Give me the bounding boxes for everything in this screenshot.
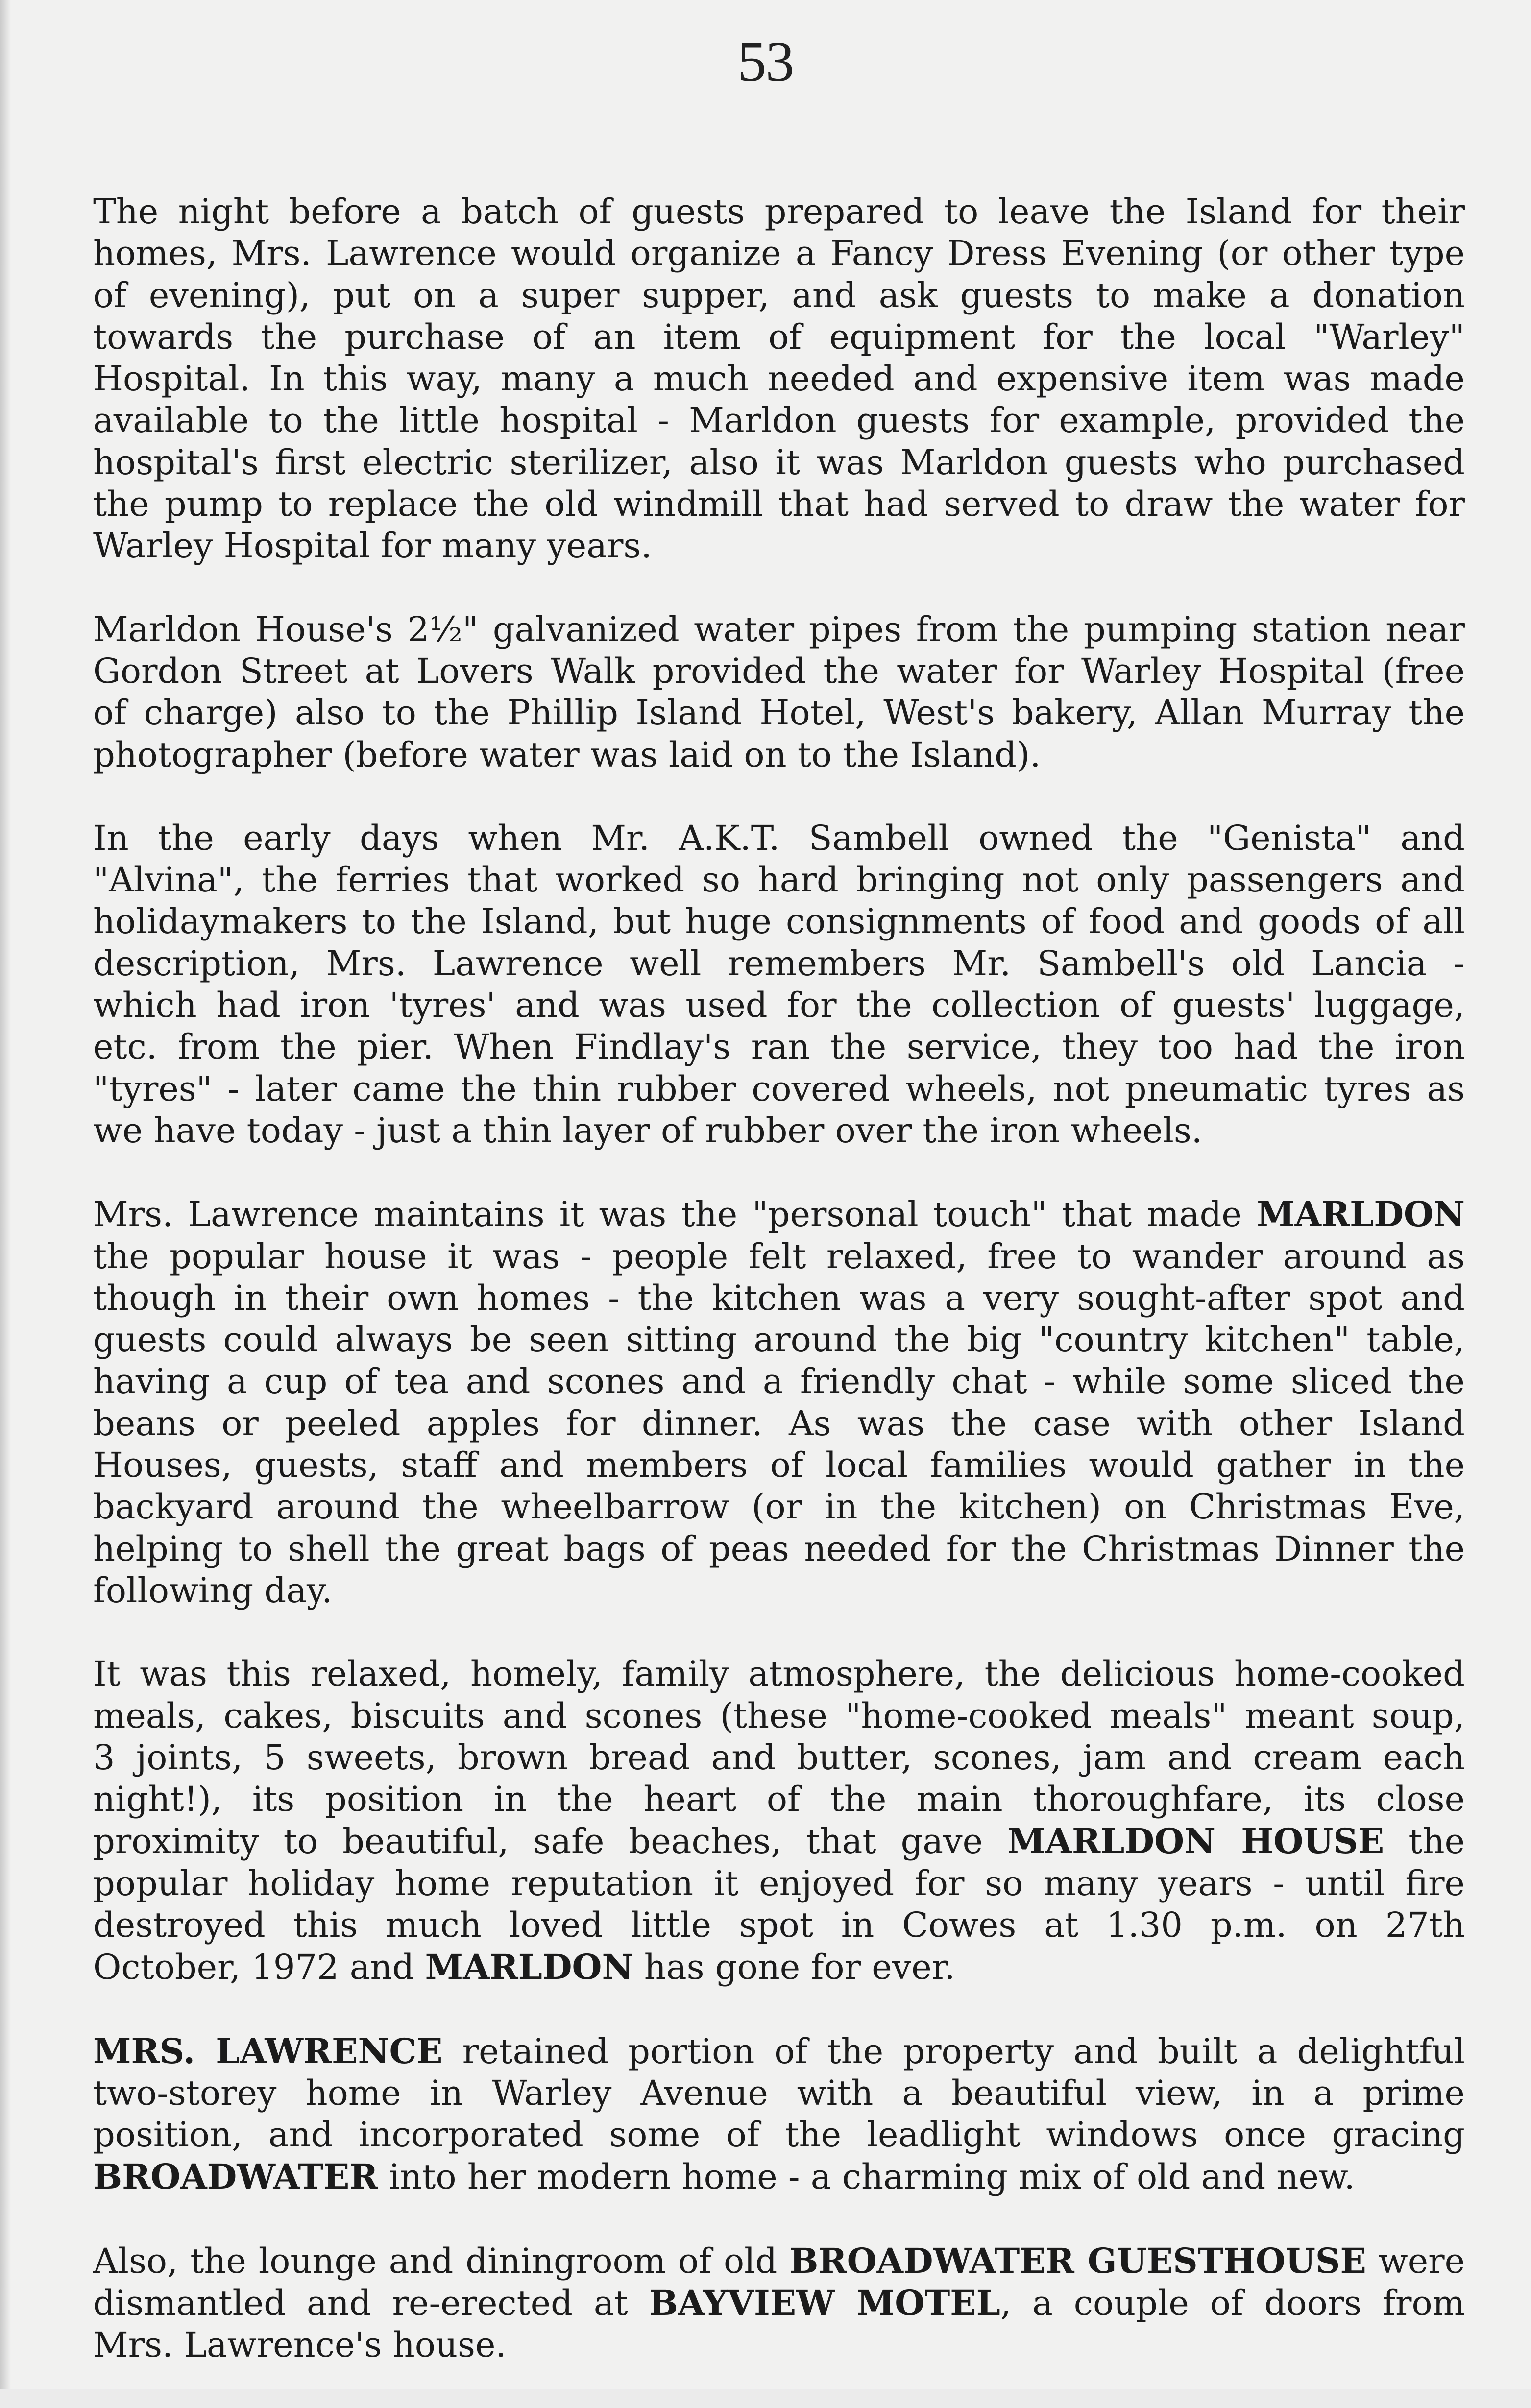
text-line: [93, 859, 1465, 901]
bold-text: MARLDON: [425, 1947, 633, 1988]
text-run: backyard around the wheelbarrow (or in the kitchen) on Christmas Eve,: [93, 1487, 1465, 1527]
text-run: position, and incorporated some of the leadlight windows once gracing: [93, 2115, 1465, 2155]
text-run: Marldon House's 2½" galvanized water pipes from the pumping station near: [93, 609, 1465, 650]
paragraph-p5: [93, 1653, 1465, 1988]
text-run: night!), its position in the heart of the main thoroughfare, its close: [93, 1779, 1465, 1820]
text-line: [93, 358, 1465, 400]
bold-text: MARLDON: [1257, 1194, 1465, 1235]
text-line: [93, 2282, 1465, 2324]
bold-text: MARLDON HOUSE: [1007, 1821, 1385, 1862]
text-run: "tyres" - later came the thin rubber covered wheels, not pneumatic tyres as: [93, 1068, 1465, 1109]
text-line: [93, 483, 1465, 525]
text-line: [93, 1486, 1465, 1528]
page-number: 53: [737, 29, 794, 94]
paragraph-p4: [93, 1193, 1465, 1612]
text-line: [93, 2240, 1465, 2282]
text-run: In the early days when Mr. A.K.T. Sambell owned the "Genista" and: [93, 818, 1465, 858]
text-line: [93, 1863, 1465, 1904]
text-run: Also, the lounge and diningroom of old: [93, 2240, 790, 2281]
text-run: homes, Mrs. Lawrence would organize a Fancy Dress Evening (or other type: [93, 233, 1465, 274]
text-run: hospital's first electric sterilizer, also it was Marldon guests who purchased: [93, 442, 1465, 482]
text-line: [93, 1361, 1465, 1402]
text-line: [93, 1779, 1465, 1820]
text-run: The night before a batch of guests prepared to leave the Island for their: [93, 192, 1465, 232]
text-run: 3 joints, 5 sweets, brown bread and butter, scones, jam and cream each: [93, 1737, 1465, 1778]
text-line: [93, 1653, 1465, 1695]
text-run: has gone for ever.: [633, 1947, 955, 1988]
text-run: of evening), put on a super supper, and ask guests to make a donation: [93, 275, 1465, 315]
bold-text: BROADWATER GUESTHOUSE: [789, 2240, 1366, 2281]
text-run: Mrs. Lawrence's house.: [93, 2325, 507, 2365]
text-line: [93, 901, 1465, 942]
paragraph-p6: [93, 2030, 1465, 2198]
text-run: into her modern home - a charming mix of old and new.: [378, 2157, 1355, 2197]
text-run: Mrs. Lawrence maintains it was the "personal touch" that made: [93, 1194, 1257, 1235]
text-line: [93, 1695, 1465, 1737]
text-run: destroyed this much loved little spot in Cowes at 1.30 p.m. on 27th: [93, 1904, 1465, 1945]
text-run: October, 1972 and: [93, 1947, 425, 1988]
text-run: , a couple of doors from: [1000, 2283, 1465, 2324]
text-run: the: [1384, 1821, 1465, 1862]
text-line: [93, 609, 1465, 650]
text-run: meals, cakes, biscuits and scones (these "home-cooked meals" meant soup,: [93, 1695, 1465, 1736]
text-line: [93, 275, 1465, 316]
text-run: Hospital. In this way, many a much needed and expensive item was made: [93, 359, 1465, 399]
text-run: helping to shell the great bags of peas needed for the Christmas Dinner the: [93, 1528, 1465, 1569]
text-line: [93, 1403, 1465, 1445]
text-line: [93, 1319, 1465, 1361]
text-run: following day.: [93, 1570, 333, 1611]
text-line: [93, 2156, 1465, 2198]
text-line: [93, 2030, 1465, 2072]
paragraph-p1: [93, 191, 1465, 567]
text-run: description, Mrs. Lawrence well remembers Mr. Sambell's old Lancia -: [93, 943, 1465, 984]
body-text: [93, 191, 1465, 2408]
bold-text: MRS. LAWRENCE: [93, 2030, 443, 2071]
text-line: [93, 316, 1465, 358]
page-edge-shadow: [0, 0, 11, 2389]
text-line: [93, 233, 1465, 274]
text-line: [93, 692, 1465, 734]
bold-text: BROADWATER: [93, 2156, 378, 2197]
text-run: Gordon Street at Lovers Walk provided the water for Warley Hospital (free: [93, 650, 1465, 691]
text-run: towards the purchase of an item of equipment for the local "Warley": [93, 316, 1465, 357]
text-line: [93, 1026, 1465, 1068]
text-line: [93, 650, 1465, 692]
text-line: [93, 818, 1465, 859]
text-run: retained portion of the property and built a delightful: [442, 2031, 1465, 2071]
text-line: [93, 1820, 1465, 1862]
text-line: [93, 1193, 1465, 1235]
text-run: though in their own homes - the kitchen was a very sought-after spot and: [93, 1277, 1465, 1318]
text-run: holidaymakers to the Island, but huge consignments of food and goods of all: [93, 901, 1465, 942]
text-run: the pump to replace the old windmill that had served to draw the water for: [93, 484, 1465, 525]
text-run: two-storey home in Warley Avenue with a beautiful view, in a prime: [93, 2072, 1465, 2113]
text-run: were: [1366, 2240, 1465, 2281]
paragraph-p2: [93, 609, 1465, 776]
text-line: [93, 1946, 1465, 1988]
text-run: beans or peeled apples for dinner. As was the case with other Island: [93, 1403, 1465, 1444]
text-line: [93, 1904, 1465, 1946]
text-run: having a cup of tea and scones and a friendly chat - while some sliced the: [93, 1361, 1465, 1402]
paragraph-p3: [93, 818, 1465, 1152]
text-run: "Alvina", the ferries that worked so hard bringing not only passengers and: [93, 860, 1465, 900]
text-line: [93, 943, 1465, 985]
text-run: guests could always be seen sitting around the big "country kitchen" table,: [93, 1320, 1465, 1360]
text-line: [93, 1110, 1465, 1152]
text-run: the popular house it was - people felt relaxed, free to wander around as: [93, 1236, 1465, 1276]
text-run: of charge) also to the Phillip Island Hotel, West's bakery, Allan Murray the: [93, 693, 1465, 733]
text-line: [93, 1277, 1465, 1319]
text-run: we have today - just a thin layer of rubber over the iron wheels.: [93, 1110, 1203, 1151]
text-line: [93, 1068, 1465, 1110]
text-line: [93, 1570, 1465, 1612]
paragraph-p7: [93, 2240, 1465, 2366]
text-line: [93, 2072, 1465, 2114]
text-line: [93, 1737, 1465, 1779]
text-line: [93, 525, 1465, 567]
text-run: popular holiday home reputation it enjoyed for so many years - until fire: [93, 1863, 1465, 1903]
text-run: etc. from the pier. When Findlay's ran the service, they too had the iron: [93, 1027, 1465, 1067]
text-line: [93, 400, 1465, 441]
text-run: available to the little hospital - Marldon guests for example, provided the: [93, 400, 1465, 441]
text-line: [93, 2114, 1465, 2156]
text-line: [93, 734, 1465, 776]
text-line: [93, 985, 1465, 1026]
text-line: [93, 442, 1465, 483]
text-line: [93, 1236, 1465, 1277]
text-run: dismantled and re-erected at: [93, 2283, 649, 2324]
text-line: [93, 1528, 1465, 1570]
text-line: [93, 2324, 1465, 2366]
text-line: [93, 191, 1465, 233]
bold-text: BAYVIEW MOTEL: [649, 2283, 1000, 2324]
text-run: which had iron 'tyres' and was used for the collection of guests' luggage,: [93, 985, 1465, 1026]
text-run: Warley Hospital for many years.: [93, 526, 652, 566]
text-line: [93, 1445, 1465, 1486]
text-run: It was this relaxed, homely, family atmosphere, the delicious home-cooked: [93, 1654, 1465, 1694]
text-run: Houses, guests, staff and members of local families would gather in the: [93, 1445, 1465, 1486]
text-run: photographer (before water was laid on to the Island).: [93, 734, 1041, 775]
text-run: proximity to beautiful, safe beaches, that gave: [93, 1821, 1008, 1862]
